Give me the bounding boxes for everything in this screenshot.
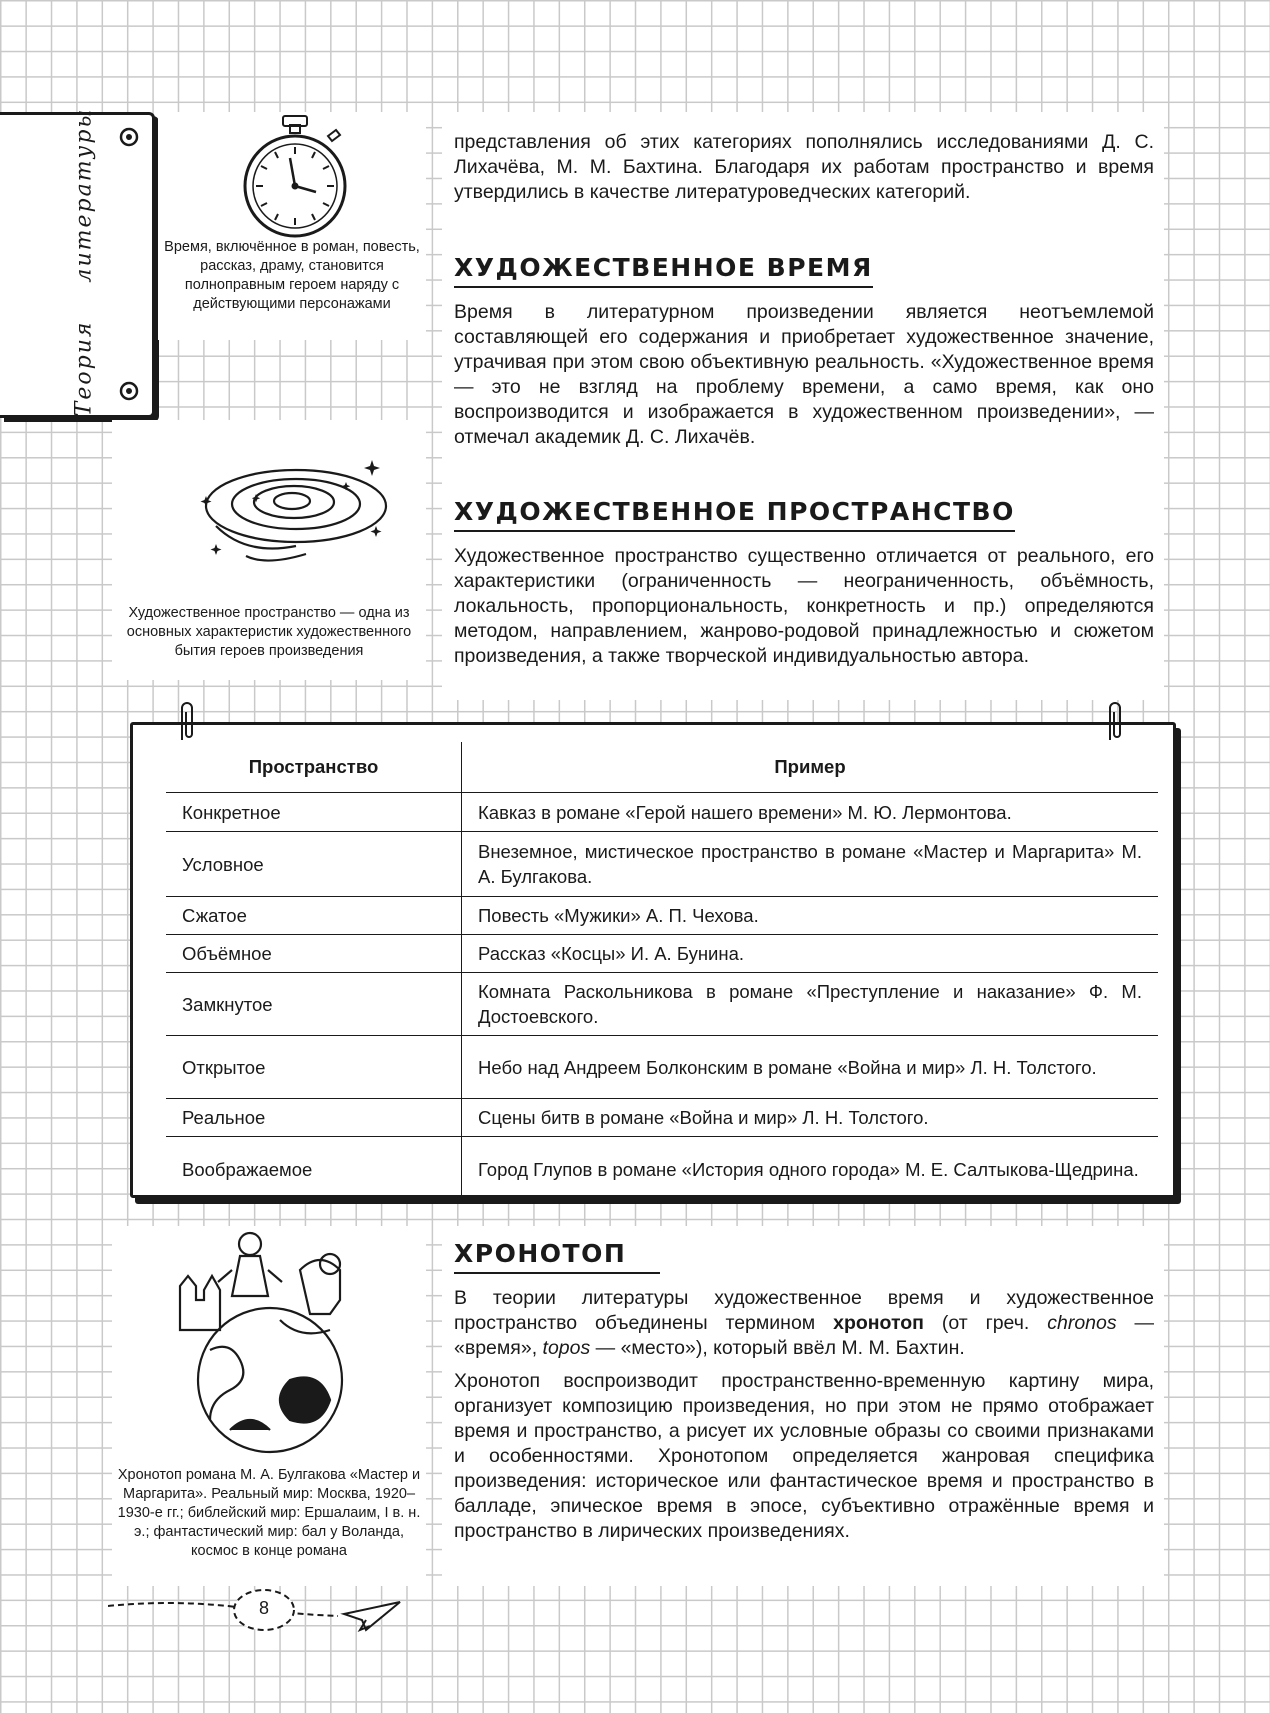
section-tab-label: Теориялитературы [71,107,97,417]
space-types-table [166,742,1158,1202]
table-header-example: Пример [774,756,846,777]
globe-icon [170,1230,370,1458]
stopwatch-icon [240,112,350,242]
heading-chronotope: ХРОНОТОП [454,1239,660,1274]
intro-paragraph: представления об этих категориях пополнялись исследованиями Д. С. Лихачёва, М. М. Бахтина. Благодаря их работам пространство и время утвердились в качестве литературоведческих категорий. [454,131,1154,203]
galaxy-icon [196,456,396,576]
tab-dot-icon-bottom [118,380,140,402]
paperclip-icon-left [176,700,194,744]
paperclip-icon-right [1104,700,1122,744]
table-row: Объёмное Рассказ «Косцы» И. А. Бунина. [166,935,1158,973]
table-row: Конкретное Кавказ в романе «Герой нашего времени» М. Ю. Лермонтова. [166,793,1158,832]
time-caption: Время, включённое в роман, повесть, рассказ, драму, становится полноправным героем наряду с действующими персонажами [164,239,420,312]
term-chronotope: хронотоп [833,1312,924,1334]
space-caption: Художественное пространство — одна из основных характеристик художественного бытия героев произведения [126,605,412,659]
heading-space: ХУДОЖЕСТВЕННОЕ ПРОСТРАНСТВО [454,497,1015,532]
page-number: 8 [258,1598,269,1618]
table-row: Сжатое Повесть «Мужики» А. П. Чехова. [166,897,1158,935]
chronotope-paragraph-2: Хронотоп воспроизводит пространственно-временную картину мира, организует композицию произведения, но при этом не прямо отображает время и пространство, а рисует их условные образы со своими признаками и особенностями. Хронотопом определяется жанровая специфика произведения: историческое или фантастическое время и пространство в балладе, эпическое время в эпосе, субъективно отражённые время и пространство в лирических произведениях. [454,1370,1154,1542]
heading-time: ХУДОЖЕСТВЕННОЕ ВРЕМЯ [454,253,873,288]
table-header-space: Пространство [166,742,462,793]
chronotope-text [454,1286,1154,1552]
table-row: Воображаемое Город Глупов в романе «История одного города» М. Е. Салтыкова-Щедрина. [166,1137,1158,1202]
table-row: Замкнутое Комната Раскольникова в романе «Преступление и наказание» Ф. М. Достоевского. [166,973,1158,1036]
table-row: Условное Внеземное, мистическое пространство в романе «Мастер и Маргарита» М. А. Булгакова. [166,832,1158,897]
space-text: Художественное пространство существенно отличается от реального, его характеристики (ограниченность — неограниченность, объёмность, локальность, пропорциональность, конкретность и пр.) определяются методом, направлением, жанрово-родовой принадлежностью и сюжетом произведения, а также творческой индивидуальностью автора. [454,545,1154,667]
table-row: Реальное Сцены битв в романе «Война и мир» Л. Н. Толстого. [166,1099,1158,1137]
chronotope-caption: Хронотоп романа М. А. Булгакова «Мастер и Маргарита». Реальный мир: Москва, 1920–1930-е гг.; библейский мир: Ершалаим, I в. н. э.; фантастический мир: бал у Воланда, космос в конце романа [117,1467,421,1559]
chronotope-paragraph-1: В теории литературы художественное время и художественное пространство объединены термином хронотоп (от греч. chronos — «время», topos — «место»), который ввёл М. М. Бахтин. [454,1287,1155,1359]
table-row: Открытое Небо над Андреем Болконским в романе «Война и мир» Л. Н. Толстого. [166,1036,1158,1099]
time-text: Время в литературном произведении является неотъемлемой составляющей его содержания и приобретает художественное значение, утрачивая при этом свою объективную реальность. «Художественное время — это не взгляд на проблему времени, а само время, как оно воспроизводится и изображается в художественном произведении», — отмечал академик Д. С. Лихачёв. [454,301,1154,448]
tab-dot-icon-top [118,126,140,148]
